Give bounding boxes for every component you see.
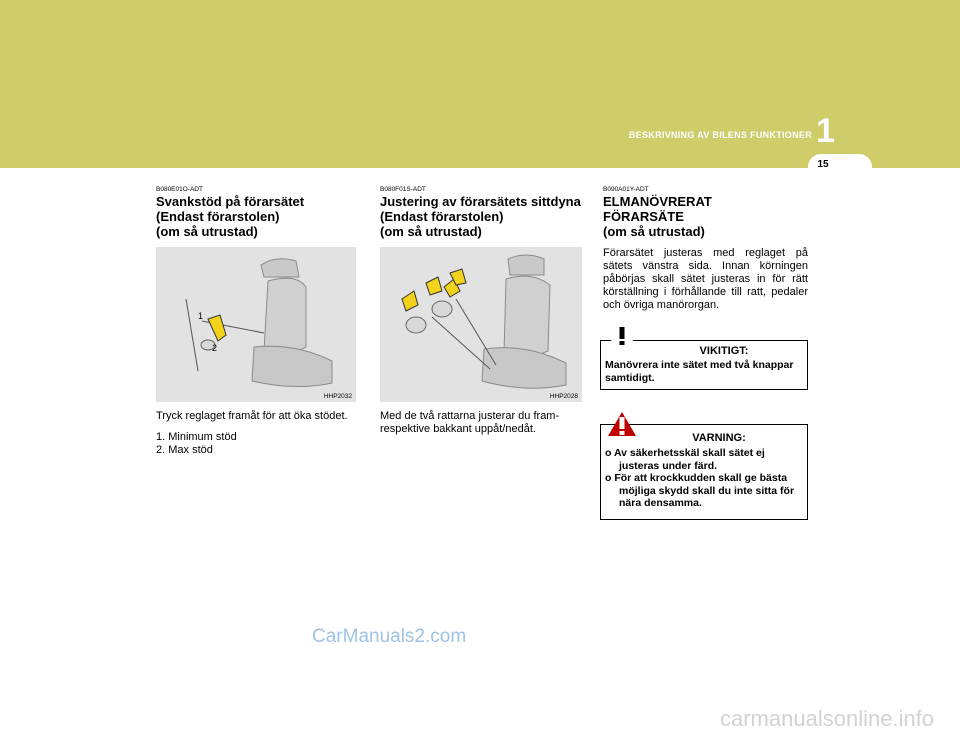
warning-item: o För att krockkudden skall ge bästa möjliga skydd skall du inte sitta för nära densamma. (605, 472, 795, 509)
warning-item: o Av säkerhetsskäl skall sätet ej justeras under färd. (605, 447, 765, 472)
heading-line: FÖRARSÄTE (603, 209, 684, 224)
section-code: B080E01O-ADT (156, 186, 203, 193)
list-item: 2. Max stöd (156, 444, 213, 456)
lumbar-support-section (156, 186, 356, 457)
seat-illustration (156, 247, 356, 402)
section-code: B090A01Y-ADT (603, 186, 649, 193)
important-notice (600, 340, 808, 390)
warning-icon (607, 321, 637, 347)
heading-line: (Endast förarstolen) (380, 209, 504, 224)
section-code: B080F01S-ADT (380, 186, 426, 193)
figure-code: HHP2028 (549, 393, 578, 400)
warning-notice (600, 424, 808, 520)
seat-illustration (380, 247, 582, 402)
notice-body (605, 447, 803, 510)
figure-code: HHP2032 (323, 393, 352, 400)
section-heading (380, 194, 582, 239)
cushion-seat-figure (380, 247, 582, 402)
power-seat-section (603, 186, 808, 312)
chapter-number: 1 (816, 112, 835, 150)
lumbar-seat-figure (156, 247, 356, 402)
heading-line: (om så utrustad) (603, 224, 705, 239)
watermark: carmanualsonline.info (720, 706, 935, 731)
heading-line: Justering av förarsätets sittdyna (380, 194, 581, 209)
body-text: Tryck reglaget framåt för att öka stödet. (156, 410, 348, 422)
seat-cushion-section (380, 186, 582, 436)
section-heading (156, 194, 356, 239)
section-title: BESKRIVNING AV BILENS FUNKTIONER (628, 130, 812, 140)
notice-body: Manövrera inte sätet med två knappar samtidigt. (605, 359, 794, 384)
body-text: Förarsätet justeras med reglaget på sätets vänstra sida. Innan körningen påbörjas skall sätet justeras in för rätt körställning i förhållande till ratt, pedaler och övriga manörorgan. (603, 247, 808, 311)
figure-label: 1 (198, 311, 204, 321)
list-item: 1. Minimum stöd (156, 431, 237, 443)
heading-line: (om så utrustad) (380, 224, 482, 239)
body-text: Med de två rattarna justerar du fram- respektive bakkant uppåt/nedåt. (380, 410, 560, 435)
heading-line: Svankstöd på förarsätet (156, 194, 305, 209)
support-list (156, 431, 356, 457)
heading-line: (om så utrustad) (156, 224, 258, 239)
notice-title: VARNING: (692, 432, 746, 444)
figure-label: 2 (212, 343, 218, 353)
heading-line: (Endast förarstolen) (156, 209, 280, 224)
notice-title: VIKITIGT: (699, 345, 749, 357)
section-heading (603, 194, 808, 239)
page-number: 15 (817, 159, 829, 170)
heading-line: ELMANÖVRERAT (603, 194, 712, 209)
watermark: CarManuals2.com (312, 626, 467, 647)
